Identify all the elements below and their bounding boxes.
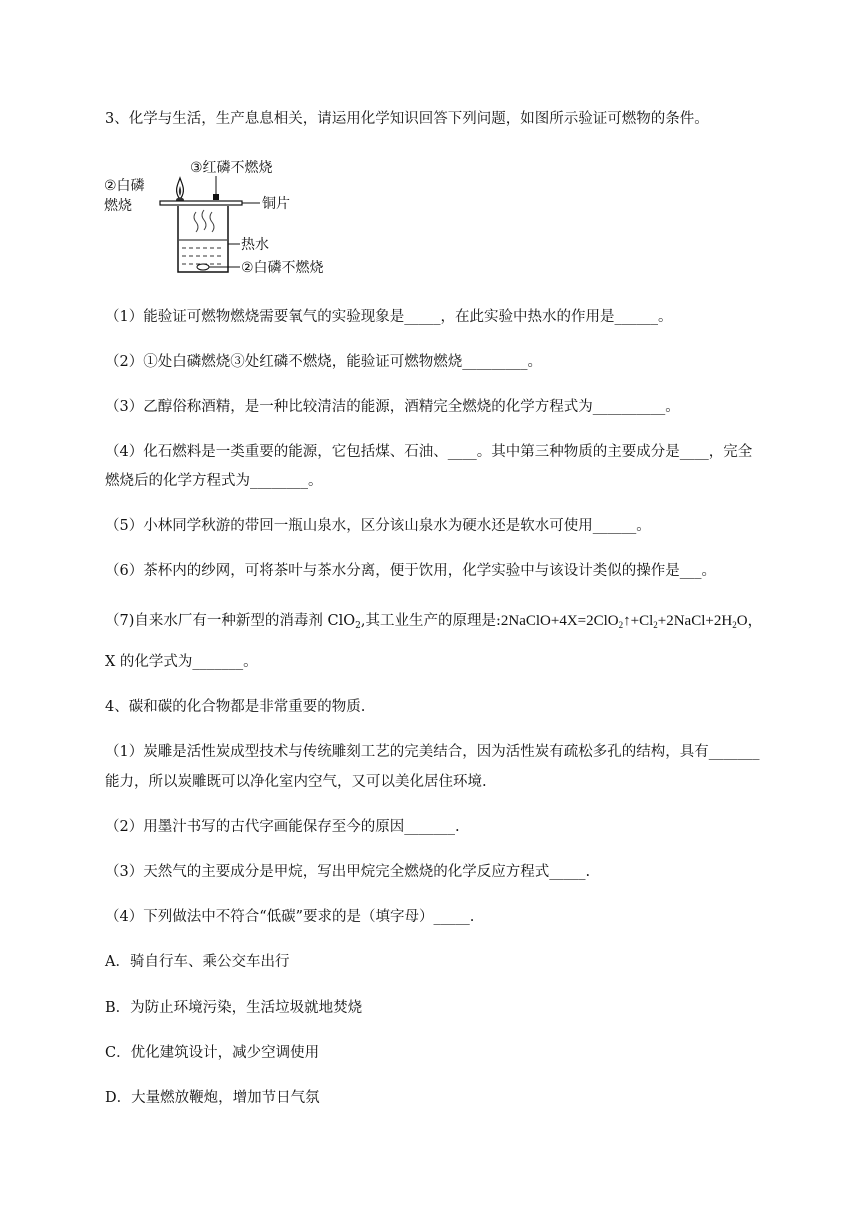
q4-option-b: B．为防止环境污染，生活垃圾就地焚烧: [105, 1000, 363, 1016]
combustion-apparatus-diagram: [100, 148, 360, 280]
figure-label-copper: 铜片: [262, 196, 290, 212]
q4-part1-line1: （1）炭雕是活性炭成型技术与传统雕刻工艺的完美结合，因为活性炭有疏松多孔的结构，具有_______: [105, 744, 760, 760]
q4-option-d: D．大量燃放鞭炮，增加节日气氛: [105, 1090, 320, 1106]
copper-plate: [160, 201, 242, 205]
steam-line-1: [194, 212, 198, 232]
q3-part7-line2: X 的化学式为_______。: [105, 654, 258, 670]
experiment-figure: [100, 148, 360, 280]
figure-label-red-phosphorus: ③红磷不燃烧: [190, 160, 273, 176]
q3-part4-line2: 燃烧后的化学方程式为________。: [105, 473, 323, 489]
q4-option-a: A．骑自行车、乘公交车出行: [105, 954, 290, 970]
q3-intro: 3、化学与生活，生产息息相关，请运用化学知识回答下列问题，如图所示验证可燃物的条件。: [105, 111, 709, 127]
eq-sub-a: 2: [618, 620, 624, 630]
q3-part4-line1: （4）化石燃料是一类重要的能源，它包括煤、石油、____。其中第三种物质的主要成分是____，完全: [105, 444, 753, 460]
eq-part-d: O，: [736, 613, 763, 629]
q4-part2: （2）用墨汁书写的古代字画能保存至今的原因_______.: [105, 819, 460, 835]
q3-part7-prefix: （7)自来水厂有一种新型的消毒剂 ClO: [105, 613, 356, 629]
eq-part-b: ↑+Cl: [623, 613, 654, 629]
figure-label-white-phosphorus-bottom: ②白磷不燃烧: [241, 260, 324, 276]
eq-part-a: 2NaClO+4X=2ClO: [500, 613, 619, 629]
figure-label-white-phosphorus-top-2: 燃烧: [104, 198, 132, 214]
q4-part4: （4）下列做法中不符合“低碳”要求的是（填字母）_____.: [105, 909, 475, 925]
q4-intro: 4、碳和碳的化合物都是非常重要的物质.: [105, 699, 366, 715]
beaker: [178, 206, 228, 272]
steam-line-2: [202, 210, 206, 230]
flame-core-icon: [179, 186, 181, 196]
q3-part7-line1: [105, 611, 763, 636]
q4-part1-line2: 能力，所以炭雕既可以净化室内空气，又可以美化居住环境.: [105, 774, 487, 790]
q4-part3: （3）天然气的主要成分是甲烷，写出甲烷完全燃烧的化学反应方程式_____.: [105, 864, 591, 880]
eq-part-c: +2NaCl+2H: [657, 613, 733, 629]
q4-option-c: C．优化建筑设计，减少空调使用: [105, 1045, 320, 1061]
q3-part2: （2）①处白磷燃烧③处红磷不燃烧，能验证可燃物燃烧_________。: [105, 354, 542, 370]
q3-part6: （6）茶杯内的纱网，可将茶叶与茶水分离，便于饮用，化学实验中与该设计类似的操作是___。: [105, 563, 716, 579]
red-phosphorus: [213, 194, 219, 200]
steam-line-3: [210, 212, 214, 232]
white-phosphorus-bottom: [197, 264, 209, 270]
eq-sub-c: 2: [732, 620, 737, 630]
q3-part7-sub: 2: [355, 621, 361, 631]
q3-part7-mid: ,其工业生产的原理是:: [360, 613, 501, 629]
q3-part5: （5）小林同学秋游的带回一瓶山泉水，区分该山泉水为硬水还是软水可使用______。: [105, 518, 651, 534]
figure-label-hot-water: 热水: [241, 237, 269, 253]
q3-part1: （1）能验证可燃物燃烧需要氧气的实验现象是_____，在此实验中热水的作用是______。: [105, 309, 673, 325]
eq-sub-b: 2: [653, 620, 658, 630]
q3-part7-equation: [501, 613, 763, 629]
q3-part3: （3）乙醇俗称酒精，是一种比较清洁的能源，酒精完全燃烧的化学方程式为__________。: [105, 399, 680, 415]
figure-label-white-phosphorus-top-1: ②白磷: [104, 178, 145, 194]
